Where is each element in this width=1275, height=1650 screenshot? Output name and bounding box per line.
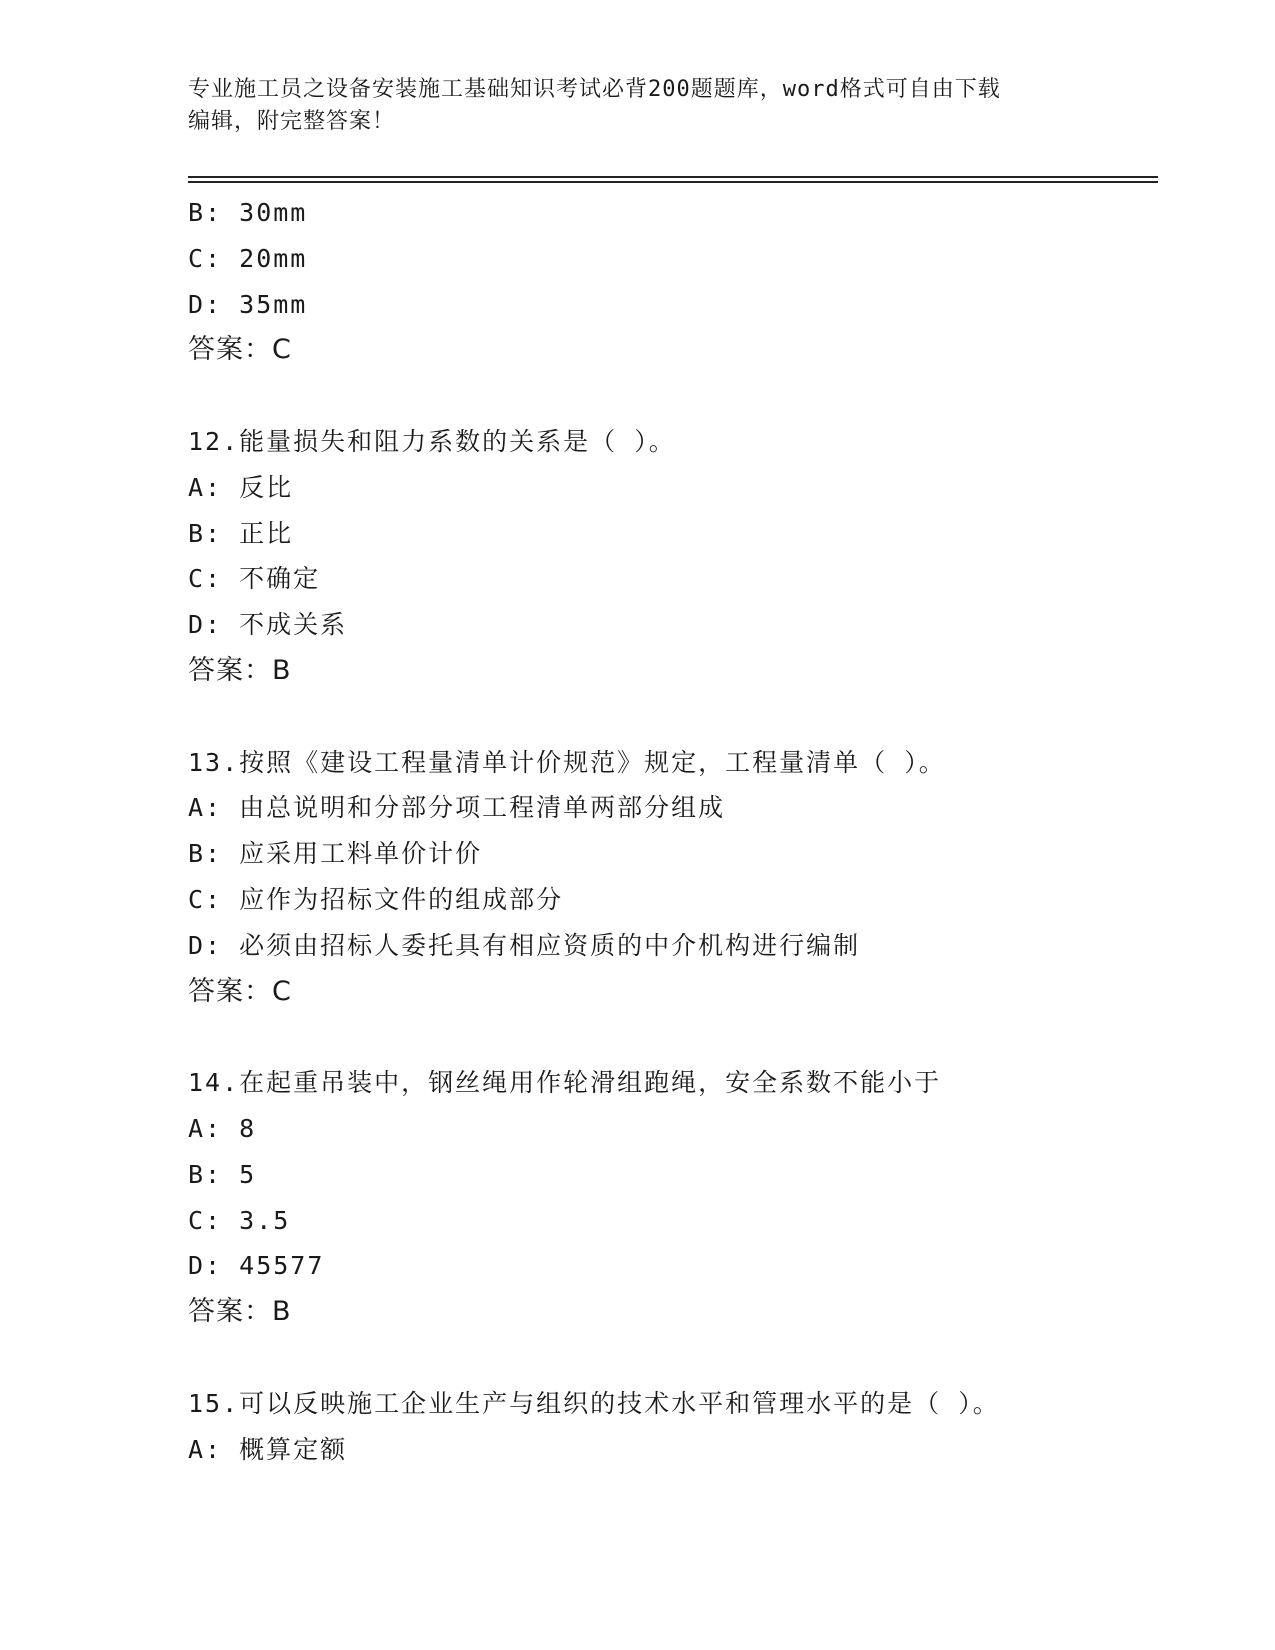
question-12 <box>188 419 1168 694</box>
q12-option-c: C: 不确定 <box>188 564 321 594</box>
q13-option-c: C: 应作为招标文件的组成部分 <box>188 884 564 914</box>
q14-option-d: D: 45577 <box>188 1251 325 1281</box>
q14-question: 14.在起重吊装中，钢丝绳用作轮滑组跑绳，安全系数不能小于 <box>188 1068 942 1098</box>
header-title-line-1: 专业施工员之设备安装施工基础知识考试必背200题题库，word格式可自由下载 <box>188 77 1001 102</box>
question-14 <box>188 1060 1168 1335</box>
spacer <box>188 694 1168 740</box>
q12-option-b: B: 正比 <box>188 518 294 548</box>
q11-option-c: C: 20mm <box>188 243 308 273</box>
header-title-line-2: 编辑，附完整答案！ <box>188 109 396 134</box>
q12-option-d: D: 不成关系 <box>188 610 348 640</box>
q13-question: 13.按照《建设工程量清单计价规范》规定，工程量清单（ ）。 <box>188 747 946 777</box>
q12-answer: 答案：B <box>188 654 292 686</box>
q12-option-a: A: 反比 <box>188 472 294 502</box>
q12-question: 12.能量损失和阻力系数的关系是（ ）。 <box>188 426 676 456</box>
spacer <box>188 1335 1168 1381</box>
header-divider-bottom <box>188 181 1158 183</box>
q14-option-a: A: 8 <box>188 1113 257 1143</box>
q14-option-b: B: 5 <box>188 1159 257 1189</box>
spacer <box>188 373 1168 419</box>
q11-option-b: B: 30mm <box>188 198 308 227</box>
q13-option-a: A: 由总说明和分部分项工程清单两部分组成 <box>188 793 726 823</box>
question-15 <box>188 1381 1168 1473</box>
q14-answer: 答案：B <box>188 1296 292 1328</box>
q11-answer: 答案：C <box>188 334 292 366</box>
header-divider-top <box>188 176 1158 178</box>
q15-option-a: A: 概算定额 <box>188 1434 348 1464</box>
q14-option-c: C: 3.5 <box>188 1205 291 1235</box>
q13-answer: 答案：C <box>188 975 292 1007</box>
q13-option-b: B: 应采用工料单价计价 <box>188 839 483 869</box>
q15-question: 15.可以反映施工企业生产与组织的技术水平和管理水平的是（ ）。 <box>188 1388 1000 1418</box>
question-list <box>188 190 1168 1472</box>
question-11 <box>188 190 1168 373</box>
question-13 <box>188 740 1168 1015</box>
document-header <box>188 74 1088 138</box>
q11-option-d: D: 35mm <box>188 289 308 319</box>
spacer <box>188 1014 1168 1060</box>
q13-option-d: D: 必须由招标人委托具有相应资质的中介机构进行编制 <box>188 930 861 960</box>
